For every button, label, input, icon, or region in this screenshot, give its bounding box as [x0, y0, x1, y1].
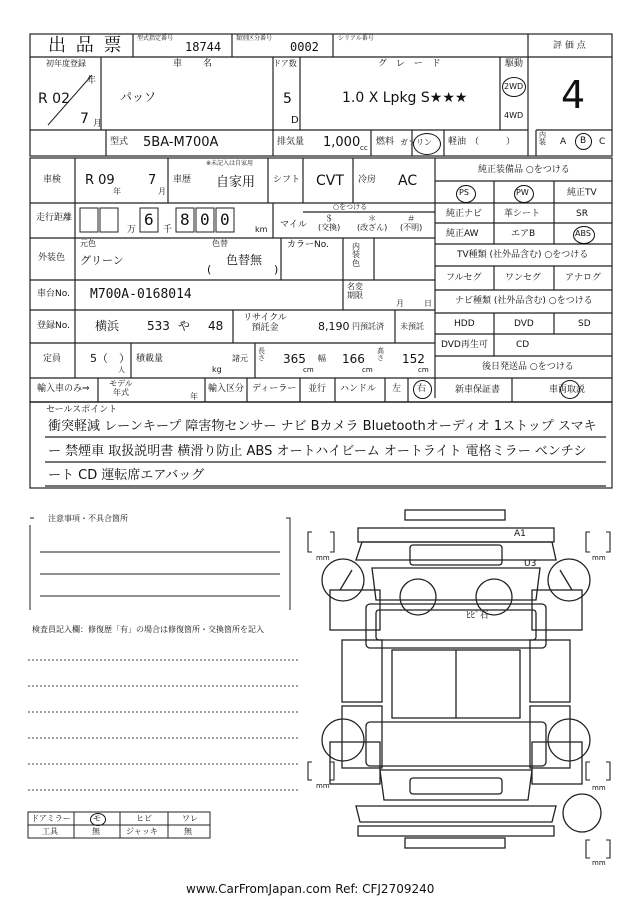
color-change-label: 色替 — [212, 239, 228, 248]
color-change: 色替無 — [226, 253, 263, 267]
recycle-amount: 8,190 — [318, 320, 350, 333]
footer-text: www.CarFromJapan.com Ref: CFJ2709240 — [186, 882, 435, 896]
first-reg-year: R 02 — [38, 91, 70, 107]
unknown-label: ＃ (不明) — [400, 214, 423, 232]
history-label: 車歴 — [173, 175, 192, 185]
interior-label: 内装 — [539, 131, 546, 146]
shift-value: CVT — [316, 173, 344, 189]
inspector-label: 検査員記入欄：修復歴「有」の場合は修復箇所・交換箇所を記入 — [32, 625, 264, 634]
equip-ps: PS — [459, 188, 469, 197]
navi-dvd: DVD — [514, 319, 534, 329]
capacity-unit: 人 — [118, 366, 125, 374]
mark-u3: U3 — [524, 559, 537, 569]
door-type: D — [291, 115, 299, 126]
mileage-digit-3: 6 — [144, 210, 154, 229]
color-paren-close: ) — [274, 263, 279, 276]
ac-label: 冷房 — [358, 175, 377, 185]
equip-airbag: エアB — [511, 229, 536, 239]
plate-class: 533 — [147, 319, 170, 333]
length-label: 長さ — [258, 347, 265, 363]
import-parallel: 並行 — [308, 384, 327, 394]
first-reg-label: 初年度登録 — [46, 59, 86, 68]
std-equip-title: 純正装備品 ○をつける — [478, 165, 570, 175]
mm-front-right: mm — [592, 554, 606, 562]
tv-title: TV種類 (社外品含む) ○をつける — [457, 250, 589, 260]
car-name-label: 車 名 — [173, 59, 219, 69]
plate-number: 48 — [208, 319, 224, 333]
color-no-label: カラーNo. — [287, 240, 329, 250]
table-cell-jack-value: 無 — [184, 827, 192, 836]
grade-score-label: 評 価 点 — [553, 41, 586, 51]
load-label: 積載量 — [136, 354, 164, 364]
mileage-digit-5: 0 — [200, 210, 210, 229]
cd-label: CD — [516, 340, 530, 350]
recycle-unpaid: 未預託 — [400, 322, 424, 331]
km-unit: km — [255, 225, 268, 234]
interior-grade-a: A — [560, 137, 567, 147]
term-day: 日 — [424, 299, 432, 308]
table-cell-tools-value: 無 — [92, 827, 100, 836]
type-label: 型式 — [110, 137, 129, 147]
equip-sr: SR — [576, 209, 588, 219]
shift-label: シフト — [273, 175, 301, 185]
mark-label: ○をつける — [333, 203, 368, 211]
fuel-label: 燃料 — [376, 137, 395, 147]
drive-4wd: 4WD — [504, 111, 524, 120]
manual-label: 車両取説 — [549, 385, 586, 395]
doors-count: 5 — [283, 91, 292, 107]
table-cell-jack: ジャッキ — [126, 827, 158, 836]
width-label: 幅 — [318, 354, 326, 363]
inspection-year-suffix: 年 — [113, 187, 121, 196]
mm-rear-left: mm — [316, 782, 330, 790]
sales-line-1: 衝突軽減 レーンキープ 障害物センサー ナビ Bカメラ Bluetoothオーディオ 1ストップ スマキ — [48, 419, 597, 434]
plate-label: 登録No. — [37, 321, 70, 331]
equip-abs: ABS — [575, 229, 591, 238]
term-label: 名変期限 — [347, 282, 363, 300]
model-code: 5BA-M700A — [143, 135, 219, 150]
caution-label: 注意事項・不具合箇所 — [48, 514, 128, 523]
model-no: 18744 — [185, 40, 222, 54]
grade-label: グ レ ー ド — [378, 59, 444, 69]
length-unit: cm — [303, 366, 314, 374]
navi-hdd: HDD — [454, 319, 475, 329]
equip-tv: 純正TV — [567, 188, 597, 198]
displacement-unit: cc — [360, 144, 368, 152]
history-value: 自家用 — [216, 175, 256, 190]
dims-label: 諸元 — [232, 354, 248, 363]
form-title: 出 品 票 — [48, 35, 124, 56]
capacity-value: 5（ ） — [90, 352, 130, 365]
model-no-label: 型式指定番号 — [137, 35, 174, 42]
equip-leather: 革シート — [504, 209, 541, 219]
exchange-label: ＄ (交換) — [318, 214, 341, 232]
chassis-label: 車台No. — [37, 289, 70, 299]
car-name: パッソ — [120, 90, 157, 104]
recycle-paid: 円預託済 — [352, 322, 384, 331]
table-header-mo: モ — [93, 814, 101, 823]
import-dealer: ディーラー — [252, 384, 297, 394]
height-unit: cm — [418, 366, 429, 374]
sen-unit: 千 — [163, 225, 173, 235]
tamper-label: ＊ (改ざん) — [357, 214, 388, 232]
plate-area: 横浜 — [95, 319, 120, 333]
manual-circle — [560, 380, 580, 399]
inspection-label: 車検 — [43, 175, 62, 185]
navi-sd: SD — [578, 319, 591, 329]
interior-grade-c: C — [599, 137, 606, 147]
plate-kana: や — [178, 319, 191, 333]
fuel-gas: ガソリン — [400, 138, 432, 147]
chassis-no: M700A-0168014 — [90, 287, 192, 302]
man-unit: 万 — [127, 225, 137, 235]
orig-color: グリーン — [80, 254, 124, 267]
color-paren-open: ( — [207, 263, 212, 276]
tv-analog: アナログ — [565, 273, 602, 283]
drive-label: 駆動 — [505, 59, 524, 69]
interior-color-label: 内装色 — [352, 242, 360, 268]
tv-oneseg: ワンセグ — [505, 273, 542, 283]
mm-rear-right: mm — [592, 784, 606, 792]
category-no: 0002 — [290, 40, 319, 54]
month-suffix: 月 — [93, 119, 103, 129]
mileage-digit-6: 0 — [220, 210, 230, 229]
mileage-digit-4: 8 — [180, 210, 190, 229]
history-note: ※未記入は自家用 — [206, 160, 254, 167]
handle-right: 右 — [417, 384, 427, 394]
model-year-label: モデル年式 — [109, 379, 133, 397]
grade-value: 1.0 X Lpkg S★★★ — [342, 90, 468, 106]
handle-left: 左 — [392, 384, 402, 394]
grade-score: 4 — [561, 73, 586, 117]
sales-points-label: セールスポイント — [46, 405, 118, 415]
tv-fullseg: フルセグ — [446, 273, 482, 283]
equip-navi: 純正ナビ — [446, 209, 483, 219]
table-header-break: ワレ — [182, 814, 198, 823]
capacity-label: 定員 — [43, 354, 62, 364]
ac-value: AC — [398, 173, 418, 189]
fuel-other: （ ） — [470, 137, 516, 147]
term-month: 月 — [396, 299, 404, 308]
mm-spare: mm — [592, 859, 606, 867]
displacement-label: 排気量 — [277, 137, 305, 147]
equip-aw: 純正AW — [446, 229, 479, 239]
first-reg-month: 7 — [80, 111, 89, 127]
category-no-label: 類別区分番号 — [236, 35, 273, 42]
recycle-label: リサイクル預託金 — [243, 313, 287, 334]
inspection-year: R 09 — [85, 173, 115, 188]
interior-grade-b: B — [580, 136, 587, 146]
kg-unit: kg — [212, 365, 222, 374]
model-year-suffix: 年 — [190, 392, 198, 401]
width-unit: cm — [362, 366, 373, 374]
displacement-value: 1,000 — [323, 135, 361, 150]
color-label: 外装色 — [38, 253, 66, 263]
handle-label: ハンドル — [340, 384, 377, 394]
mile-label: マイル — [280, 220, 307, 230]
width-value: 166 — [342, 352, 365, 366]
table-cell-tools: 工具 — [42, 827, 58, 836]
mm-front-left: mm — [316, 554, 330, 562]
serial-label: シリアル番号 — [338, 35, 374, 42]
doors-label: ドア数 — [273, 59, 297, 68]
equip-pw: PW — [516, 188, 529, 197]
drive-2wd: 2WD — [504, 82, 524, 91]
sales-line-2: ー 禁煙車 取扱説明書 横滑り防止 ABS オートハイビーム オートライト 電格ミラー ベンチシ — [48, 444, 587, 459]
dvd-label: DVD再生可 — [441, 340, 488, 350]
warranty-label: 新車保証書 — [455, 385, 501, 395]
inspection-month: 7 — [148, 173, 157, 188]
import-label: 輸入車のみ⇒ — [37, 384, 90, 394]
later-title: 後日発送品 ○をつける — [482, 362, 574, 372]
table-header-crack: ヒビ — [136, 814, 152, 823]
navi-title: ナビ種類 (社外品含む) ○をつける — [455, 296, 593, 306]
mileage-label: 走行距離 — [36, 213, 73, 223]
sales-line-3: ート CD 運転席エアバッグ — [48, 468, 205, 483]
length-value: 365 — [283, 352, 306, 366]
fuel-diesel: 軽油 — [448, 137, 467, 147]
year-suffix: 年 — [87, 76, 97, 86]
table-header-mirror: ドアミラー — [31, 814, 71, 823]
orig-color-label: 元色 — [80, 239, 96, 248]
mark-chip: ﾋﾋﾞ石 — [466, 611, 489, 621]
import-class-label: 輸入区分 — [208, 384, 245, 394]
height-value: 152 — [402, 352, 425, 366]
mark-a1: A1 — [514, 529, 526, 539]
height-label: 高さ — [377, 347, 384, 363]
inspection-month-suffix: 月 — [158, 187, 166, 196]
